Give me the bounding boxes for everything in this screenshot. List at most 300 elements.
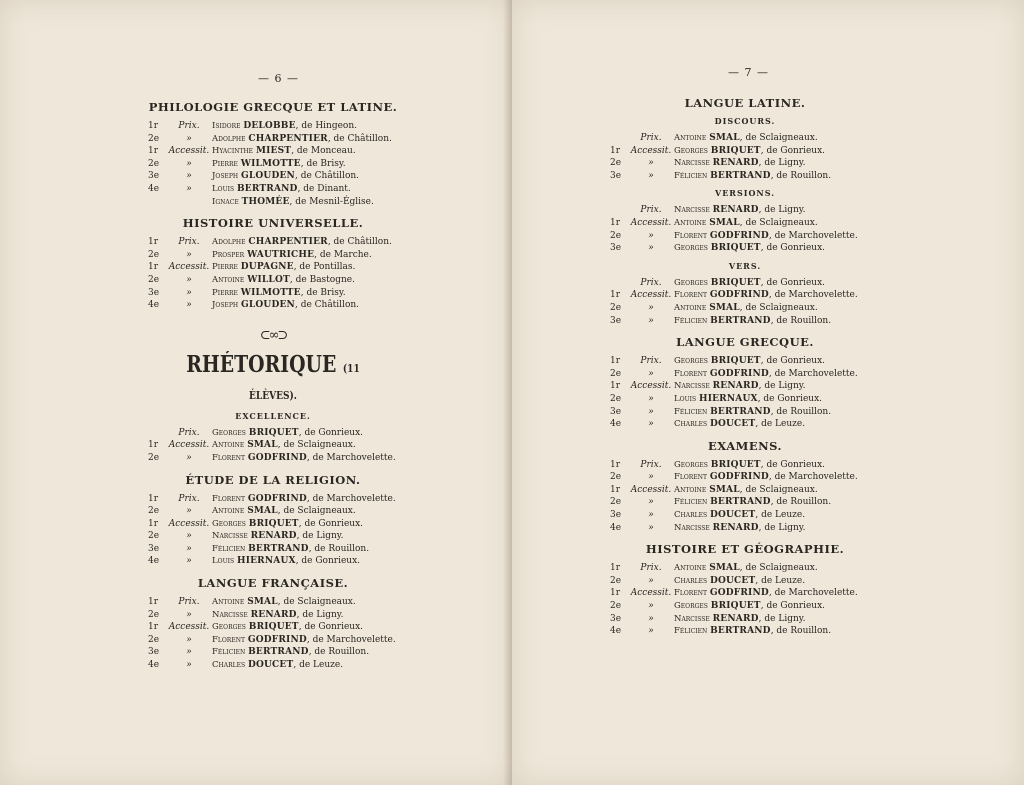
place: , de Gonrieux. xyxy=(760,601,826,612)
laureate-name xyxy=(674,170,880,183)
place: , de Brisy. xyxy=(300,287,346,298)
laureate-name xyxy=(212,170,398,183)
section-title: VERSIONS. xyxy=(714,188,776,199)
rank: 2e xyxy=(610,302,622,313)
first-name: Charles xyxy=(674,419,708,430)
list-item xyxy=(148,634,398,647)
rank: 1r xyxy=(148,121,159,131)
award: » xyxy=(648,419,654,430)
rank: 3e xyxy=(610,170,622,181)
first-name: Georges xyxy=(674,356,708,367)
last-name: GLOUDEN xyxy=(240,171,295,182)
first-name: Adolphe xyxy=(212,133,246,144)
rank: 1r xyxy=(148,440,159,451)
laureate-name xyxy=(212,196,398,209)
place: , de Marchovelette. xyxy=(768,472,858,483)
rank: 4e xyxy=(610,626,622,637)
last-name: GLOUDEN xyxy=(240,300,295,311)
place: , de Marchovelette. xyxy=(306,634,396,645)
section xyxy=(610,439,880,535)
place: , de Rouillon. xyxy=(770,406,832,417)
list-item xyxy=(148,183,398,196)
list-item xyxy=(610,380,880,393)
last-name: BERTRAND xyxy=(710,497,771,508)
section-title: EXAMENS. xyxy=(707,438,783,453)
first-name: Antoine xyxy=(674,484,707,495)
last-name: BRIQUET xyxy=(710,145,761,156)
list-item xyxy=(148,530,398,543)
laureate-name xyxy=(674,613,880,626)
last-name: RENARD xyxy=(712,613,759,624)
last-name: SMAL xyxy=(247,440,278,451)
first-name: Georges xyxy=(674,277,708,288)
first-name: Ignace xyxy=(212,196,239,207)
first-name: Joseph xyxy=(212,171,239,182)
list-item xyxy=(148,427,398,440)
laureate-name xyxy=(212,236,398,249)
section xyxy=(610,96,880,110)
list-item xyxy=(610,242,880,255)
rank: 1r xyxy=(148,237,159,248)
laureate-name xyxy=(674,204,880,217)
award: » xyxy=(186,249,192,260)
laureate-name xyxy=(674,562,880,575)
laureate-name xyxy=(674,380,880,393)
award: » xyxy=(648,626,654,637)
laureate-name xyxy=(674,625,880,638)
place: , de Gonrieux. xyxy=(760,356,826,367)
place: , de Marchovelette. xyxy=(768,588,858,599)
award: » xyxy=(648,315,654,326)
place: , de Sclaigneaux. xyxy=(739,484,818,495)
last-name: GODFRIND xyxy=(247,634,307,645)
place: , de Pontillas. xyxy=(293,262,356,273)
last-name: BERTRAND xyxy=(710,170,771,181)
page-number-left: — 6 — xyxy=(258,72,299,85)
award: » xyxy=(186,287,192,298)
award: Accessit. xyxy=(168,146,210,157)
first-name: Félicien xyxy=(674,626,708,637)
laureate-name xyxy=(674,393,880,406)
place: , de Sclaigneaux. xyxy=(277,597,356,608)
rank: 4e xyxy=(610,522,622,533)
last-name: SMAL xyxy=(247,506,278,517)
first-name: Georges xyxy=(674,459,708,470)
laureate-name xyxy=(674,406,880,419)
list-item xyxy=(148,493,398,506)
first-name: Félicien xyxy=(212,543,246,554)
laureate-name xyxy=(212,133,398,146)
left-column xyxy=(148,92,398,676)
place: , de Leuze. xyxy=(755,510,806,521)
award: » xyxy=(648,522,654,533)
place: , de Gonrieux. xyxy=(298,427,364,438)
rank: 2e xyxy=(148,452,160,463)
place: , de Leuze. xyxy=(293,660,344,671)
first-name: Georges xyxy=(674,601,708,612)
place: , de Ligny. xyxy=(758,522,806,533)
award: » xyxy=(186,452,192,463)
first-name: Narcisse xyxy=(674,613,710,624)
last-name: BERTRAND xyxy=(236,183,298,194)
award: Accessit. xyxy=(168,622,210,633)
first-name: Narcisse xyxy=(212,531,248,542)
award: Accessit. xyxy=(168,440,210,451)
place: , de Marchovelette. xyxy=(306,493,396,504)
list-item xyxy=(610,277,880,290)
first-name: Louis xyxy=(674,393,697,404)
laureate-name xyxy=(212,439,398,452)
list-item xyxy=(610,393,880,406)
award: Accessit. xyxy=(630,290,672,301)
award: Accessit. xyxy=(630,217,672,228)
first-name: Florent xyxy=(674,588,707,599)
rank: 3e xyxy=(148,647,160,658)
last-name: GODFRIND xyxy=(709,588,769,599)
laureate-name xyxy=(212,299,398,312)
list-item xyxy=(610,522,880,535)
award: » xyxy=(186,133,192,144)
first-name: Adolphe xyxy=(212,237,246,248)
last-name: DELOBBE xyxy=(243,121,296,131)
first-name: Antoine xyxy=(212,274,245,285)
list-item xyxy=(610,132,880,145)
place: , de Bastogne. xyxy=(289,274,355,285)
section xyxy=(148,411,398,465)
rank: 2e xyxy=(148,133,160,144)
section-title: DISCOURS. xyxy=(714,116,776,126)
rank: 2e xyxy=(610,575,622,586)
rank: 1r xyxy=(610,459,621,470)
place: , de Ligny. xyxy=(758,613,806,624)
award: » xyxy=(186,158,192,169)
list-item xyxy=(148,196,398,209)
place: , de Hingeon. xyxy=(295,121,358,131)
rank: 2e xyxy=(148,506,160,517)
place: , de Marche. xyxy=(314,249,372,260)
rank xyxy=(610,204,628,217)
list-item xyxy=(610,230,880,243)
first-name: Joseph xyxy=(212,300,239,311)
first-name: Antoine xyxy=(674,217,707,228)
place: , de Gonrieux. xyxy=(760,277,826,288)
place: , de Sclaigneaux. xyxy=(739,217,818,228)
award: » xyxy=(648,393,654,404)
rank: 4e xyxy=(148,660,160,671)
first-name: Florent xyxy=(674,290,707,301)
section xyxy=(148,100,398,208)
last-name: HIERNAUX xyxy=(698,393,758,404)
award: Accessit. xyxy=(168,262,210,273)
laureate-name xyxy=(212,530,398,543)
award: » xyxy=(186,300,192,311)
last-name: GODFRIND xyxy=(709,230,769,241)
last-name: BRIQUET xyxy=(710,601,761,612)
list-item xyxy=(610,484,880,497)
last-name: THOMÉE xyxy=(241,196,290,207)
rank: 3e xyxy=(148,171,160,182)
list-item xyxy=(148,133,398,146)
laureate-name xyxy=(674,509,880,522)
first-name: Florent xyxy=(674,472,707,483)
list-item xyxy=(148,659,398,672)
laureate-name xyxy=(674,145,880,158)
rank: 2e xyxy=(148,609,160,620)
section-title: HISTOIRE UNIVERSELLE. xyxy=(182,216,364,231)
section-title: LANGUE FRANÇAISE. xyxy=(197,576,349,591)
section xyxy=(610,116,880,182)
rank: 3e xyxy=(610,510,622,521)
last-name: RENARD xyxy=(250,531,297,542)
award: » xyxy=(648,368,654,379)
last-name: BRIQUET xyxy=(248,518,299,529)
place: , de Marchovelette. xyxy=(768,290,858,301)
laureate-name xyxy=(674,277,880,290)
list-item xyxy=(610,509,880,522)
first-name: Narcisse xyxy=(674,381,710,392)
place: , de Ligny. xyxy=(758,158,806,169)
list-item xyxy=(148,274,398,287)
laureate-name xyxy=(212,427,398,440)
rank: 1r xyxy=(148,493,159,504)
first-name: Antoine xyxy=(674,563,707,574)
place: , de Gonrieux. xyxy=(298,518,364,529)
award: Prix. xyxy=(640,205,662,216)
laureate-name xyxy=(212,287,398,300)
list-item xyxy=(148,236,398,249)
list-item xyxy=(148,505,398,518)
section xyxy=(610,542,880,638)
first-name: Félicien xyxy=(674,406,708,417)
place: , de Rouillon. xyxy=(770,315,832,326)
rank: 4e xyxy=(148,183,160,194)
place: , de Gonrieux. xyxy=(760,243,826,254)
list-item xyxy=(610,157,880,170)
rank xyxy=(148,427,166,440)
first-name: Georges xyxy=(212,427,246,438)
place: , de Rouillon. xyxy=(770,497,832,508)
rank: 3e xyxy=(148,543,160,554)
first-name: Georges xyxy=(212,622,246,633)
first-name: Hyacinthe xyxy=(212,146,254,157)
laureate-name xyxy=(674,157,880,170)
rank: 2e xyxy=(610,158,622,169)
laureate-name xyxy=(674,471,880,484)
award: » xyxy=(186,647,192,658)
place: , de Gonrieux. xyxy=(757,393,823,404)
award: Prix. xyxy=(640,277,662,288)
rank: 1r xyxy=(610,381,621,392)
rank: 1r xyxy=(148,622,159,633)
award: Prix. xyxy=(178,493,200,504)
award: » xyxy=(648,406,654,417)
last-name: WILMOTTE xyxy=(240,158,301,169)
last-name: RENARD xyxy=(712,158,759,169)
last-name: BRIQUET xyxy=(710,459,761,470)
first-name: Pierre xyxy=(212,287,238,298)
class-title: RHÉTORIQUE xyxy=(186,350,337,378)
list-item xyxy=(610,406,880,419)
first-name: Florent xyxy=(212,634,245,645)
last-name: BERTRAND xyxy=(710,626,771,637)
award: » xyxy=(648,170,654,181)
section xyxy=(610,261,880,327)
list-item xyxy=(148,299,398,312)
place: , de Gonrieux. xyxy=(295,556,361,567)
first-name: Antoine xyxy=(674,133,707,143)
last-name: RENARD xyxy=(712,205,759,216)
list-item xyxy=(148,249,398,262)
rank: 1r xyxy=(610,563,621,574)
rank: 1r xyxy=(610,484,621,495)
list-item xyxy=(148,555,398,568)
laureate-name xyxy=(212,634,398,647)
rank: 1r xyxy=(610,217,621,228)
left-sections xyxy=(148,100,398,312)
first-name: Isidore xyxy=(212,121,241,131)
laureate-name xyxy=(212,145,398,158)
class-subtitle: (11 ÉLÈVES). xyxy=(249,361,360,402)
rank: 2e xyxy=(610,497,622,508)
first-name: Félicien xyxy=(212,647,246,658)
laureate-name xyxy=(674,600,880,613)
first-name: Narcisse xyxy=(212,609,248,620)
place: , de Rouillon. xyxy=(770,170,832,181)
list-item xyxy=(148,158,398,171)
laureate-name xyxy=(212,621,398,634)
laureate-name xyxy=(674,302,880,315)
laureate-name xyxy=(212,555,398,568)
list-item xyxy=(610,289,880,302)
section xyxy=(148,216,398,312)
list-item xyxy=(610,613,880,626)
place: , de Leuze. xyxy=(755,419,806,430)
place: , de Gonrieux. xyxy=(760,459,826,470)
laureate-name xyxy=(212,596,398,609)
rank: 2e xyxy=(148,249,160,260)
rank: 2e xyxy=(148,531,160,542)
list-item xyxy=(148,145,398,158)
award xyxy=(166,196,212,209)
last-name: BRIQUET xyxy=(248,622,299,633)
last-name: GODFRIND xyxy=(709,472,769,483)
place: , de Sclaigneaux. xyxy=(739,302,818,313)
last-name: SMAL xyxy=(709,484,740,495)
award: » xyxy=(648,158,654,169)
last-name: HIERNAUX xyxy=(236,556,296,567)
first-name: Charles xyxy=(212,660,246,671)
first-name: Félicien xyxy=(674,315,708,326)
list-item xyxy=(610,625,880,638)
place: , de Sclaigneaux. xyxy=(277,440,356,451)
place: , de Ligny. xyxy=(758,381,806,392)
right-sections xyxy=(610,96,880,638)
list-item xyxy=(148,120,398,133)
award: » xyxy=(186,543,192,554)
rank: 3e xyxy=(148,287,160,298)
rank: 4e xyxy=(148,300,160,311)
list-item xyxy=(610,302,880,315)
first-name: Florent xyxy=(212,493,245,504)
laureate-name xyxy=(674,484,880,497)
rank xyxy=(610,277,628,290)
award: » xyxy=(186,171,192,182)
last-name: CHARPENTIER xyxy=(248,237,328,248)
first-name: Pierre xyxy=(212,158,238,169)
section-title: ÉTUDE DE LA RELIGION. xyxy=(185,472,361,487)
laureate-name xyxy=(212,249,398,262)
last-name: CHARPENTIER xyxy=(248,133,328,144)
award: Prix. xyxy=(178,427,200,438)
first-name: Georges xyxy=(674,243,708,254)
rank: 3e xyxy=(610,613,622,624)
rank: 1r xyxy=(610,290,621,301)
first-name: Georges xyxy=(674,145,708,156)
laureate-name xyxy=(674,289,880,302)
last-name: RENARD xyxy=(712,522,759,533)
section-title: EXCELLENCE. xyxy=(235,410,311,421)
award: Accessit. xyxy=(630,484,672,495)
section-title: HISTOIRE ET GÉOGRAPHIE. xyxy=(645,542,845,557)
laureate-name xyxy=(212,518,398,531)
last-name: WILMOTTE xyxy=(240,287,301,298)
award: » xyxy=(648,601,654,612)
place: , de Ligny. xyxy=(296,609,344,620)
award: » xyxy=(648,575,654,586)
last-name: BRIQUET xyxy=(248,427,299,438)
rank: 2e xyxy=(148,158,160,169)
last-name: SMAL xyxy=(709,133,740,143)
list-item xyxy=(148,609,398,622)
list-item xyxy=(610,575,880,588)
award: Prix. xyxy=(640,133,662,143)
last-name: DOUCET xyxy=(709,575,756,586)
last-name: DOUCET xyxy=(709,419,756,430)
list-item xyxy=(610,145,880,158)
award: » xyxy=(648,613,654,624)
rank: 1r xyxy=(610,145,621,156)
list-item xyxy=(148,452,398,465)
last-name: SMAL xyxy=(709,563,740,574)
laureate-name xyxy=(212,493,398,506)
laureate-name xyxy=(212,261,398,274)
rank: 1r xyxy=(148,597,159,608)
list-item xyxy=(610,355,880,368)
last-name: GODFRIND xyxy=(247,493,307,504)
class-heading xyxy=(171,351,376,405)
first-name: Florent xyxy=(212,452,245,463)
rank: 1r xyxy=(148,146,159,157)
award: » xyxy=(186,660,192,671)
place: , de Châtillon. xyxy=(294,300,360,311)
award: » xyxy=(648,230,654,241)
laureate-name xyxy=(674,242,880,255)
first-name: Félicien xyxy=(674,497,708,508)
award: » xyxy=(648,510,654,521)
place: , de Châtillon. xyxy=(327,133,392,144)
laureate-name xyxy=(674,587,880,600)
laureate-name xyxy=(674,355,880,368)
award: » xyxy=(186,556,192,567)
place: , de Mesnil-Église. xyxy=(289,196,374,207)
list-item xyxy=(610,204,880,217)
last-name: SMAL xyxy=(709,302,740,313)
list-item xyxy=(610,587,880,600)
last-name: GODFRIND xyxy=(709,368,769,379)
laureate-name xyxy=(674,496,880,509)
award: » xyxy=(186,274,192,285)
list-item xyxy=(148,439,398,452)
